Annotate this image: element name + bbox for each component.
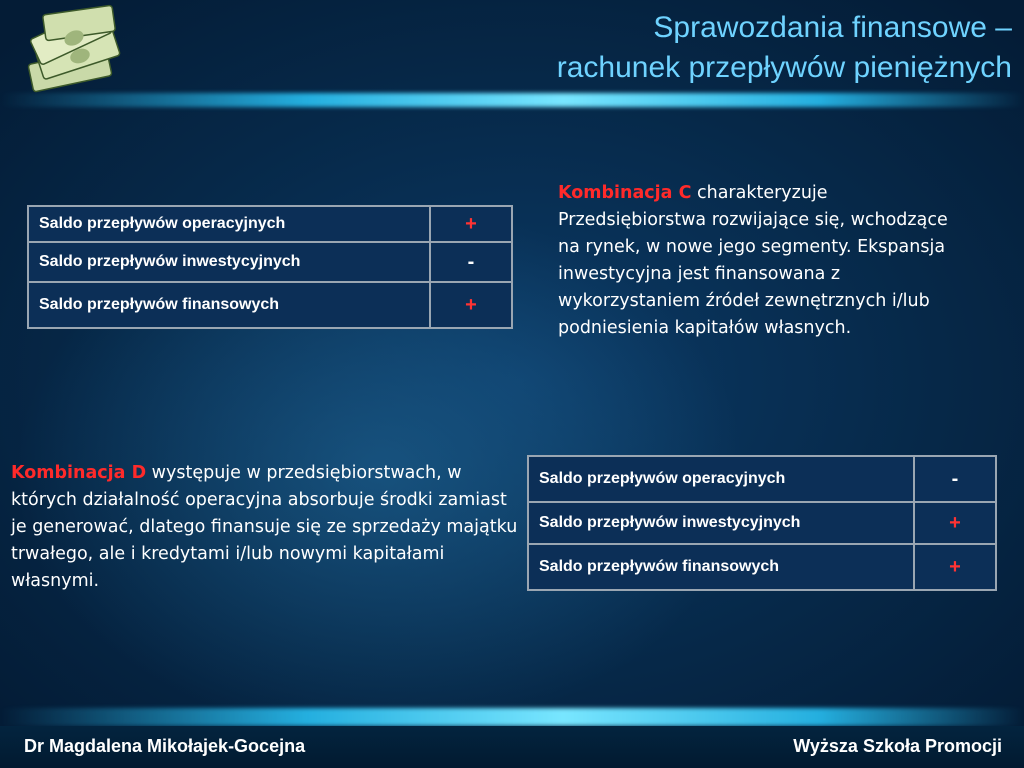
row-sign: + (914, 544, 996, 590)
table-row (528, 544, 996, 590)
row-label: Saldo przepływów finansowych (528, 544, 914, 590)
table-row (528, 456, 996, 502)
row-label: Saldo przepływów inwestycyjnych (528, 502, 914, 544)
row-label: Saldo przepływów operacyjnych (28, 206, 430, 242)
slide-title (412, 8, 1012, 88)
title-line-1: Sprawozdania finansowe – (653, 11, 1012, 44)
row-label: Saldo przepływów inwestycyjnych (28, 242, 430, 282)
title-line-2: rachunek przepływów pieniężnych (556, 51, 1012, 84)
row-sign: + (914, 502, 996, 544)
top-glow-band (0, 93, 1024, 107)
row-sign: - (914, 456, 996, 502)
combination-d-description (11, 460, 523, 595)
money-stack-icon (24, 4, 128, 96)
table-row (28, 282, 512, 328)
combination-c-keyword: Kombinacja C (558, 183, 692, 203)
row-label: Saldo przepływów operacyjnych (528, 456, 914, 502)
combination-c-text: charakteryzuje Przedsiębiorstwa rozwijające się, wchodzące na rynek, w nowe jego segmenty. Ekspansja inwestycyjna jest finansowana z wykorzystaniem źródeł zewnętrznych i/lub podniesienia kapitałów własnych. (558, 183, 948, 338)
bottom-glow-band (0, 708, 1024, 726)
combination-d-keyword: Kombinacja D (11, 463, 147, 483)
row-sign: + (430, 282, 512, 328)
footer-author: Dr Magdalena Mikołajek-Gocejna (24, 736, 306, 756)
flows-table-combination-c (27, 205, 513, 329)
row-sign: - (430, 242, 512, 282)
table-row (28, 206, 512, 242)
flows-table-combination-d (527, 455, 997, 591)
row-label: Saldo przepływów finansowych (28, 282, 430, 328)
row-sign: + (430, 206, 512, 242)
table-row (28, 242, 512, 282)
table-row (528, 502, 996, 544)
combination-c-description (558, 180, 968, 342)
footer-school: Wyższa Szkoła Promocji (793, 736, 1002, 756)
combination-d-text: występuje w przedsiębiorstwach, w których działalność operacyjna absorbuje środki zamiast je generować, dlatego finansuje się ze sprzedaży majątku trwałego, ale i kredytami i/lub nowymi kapitałami własnymi. (11, 463, 518, 591)
